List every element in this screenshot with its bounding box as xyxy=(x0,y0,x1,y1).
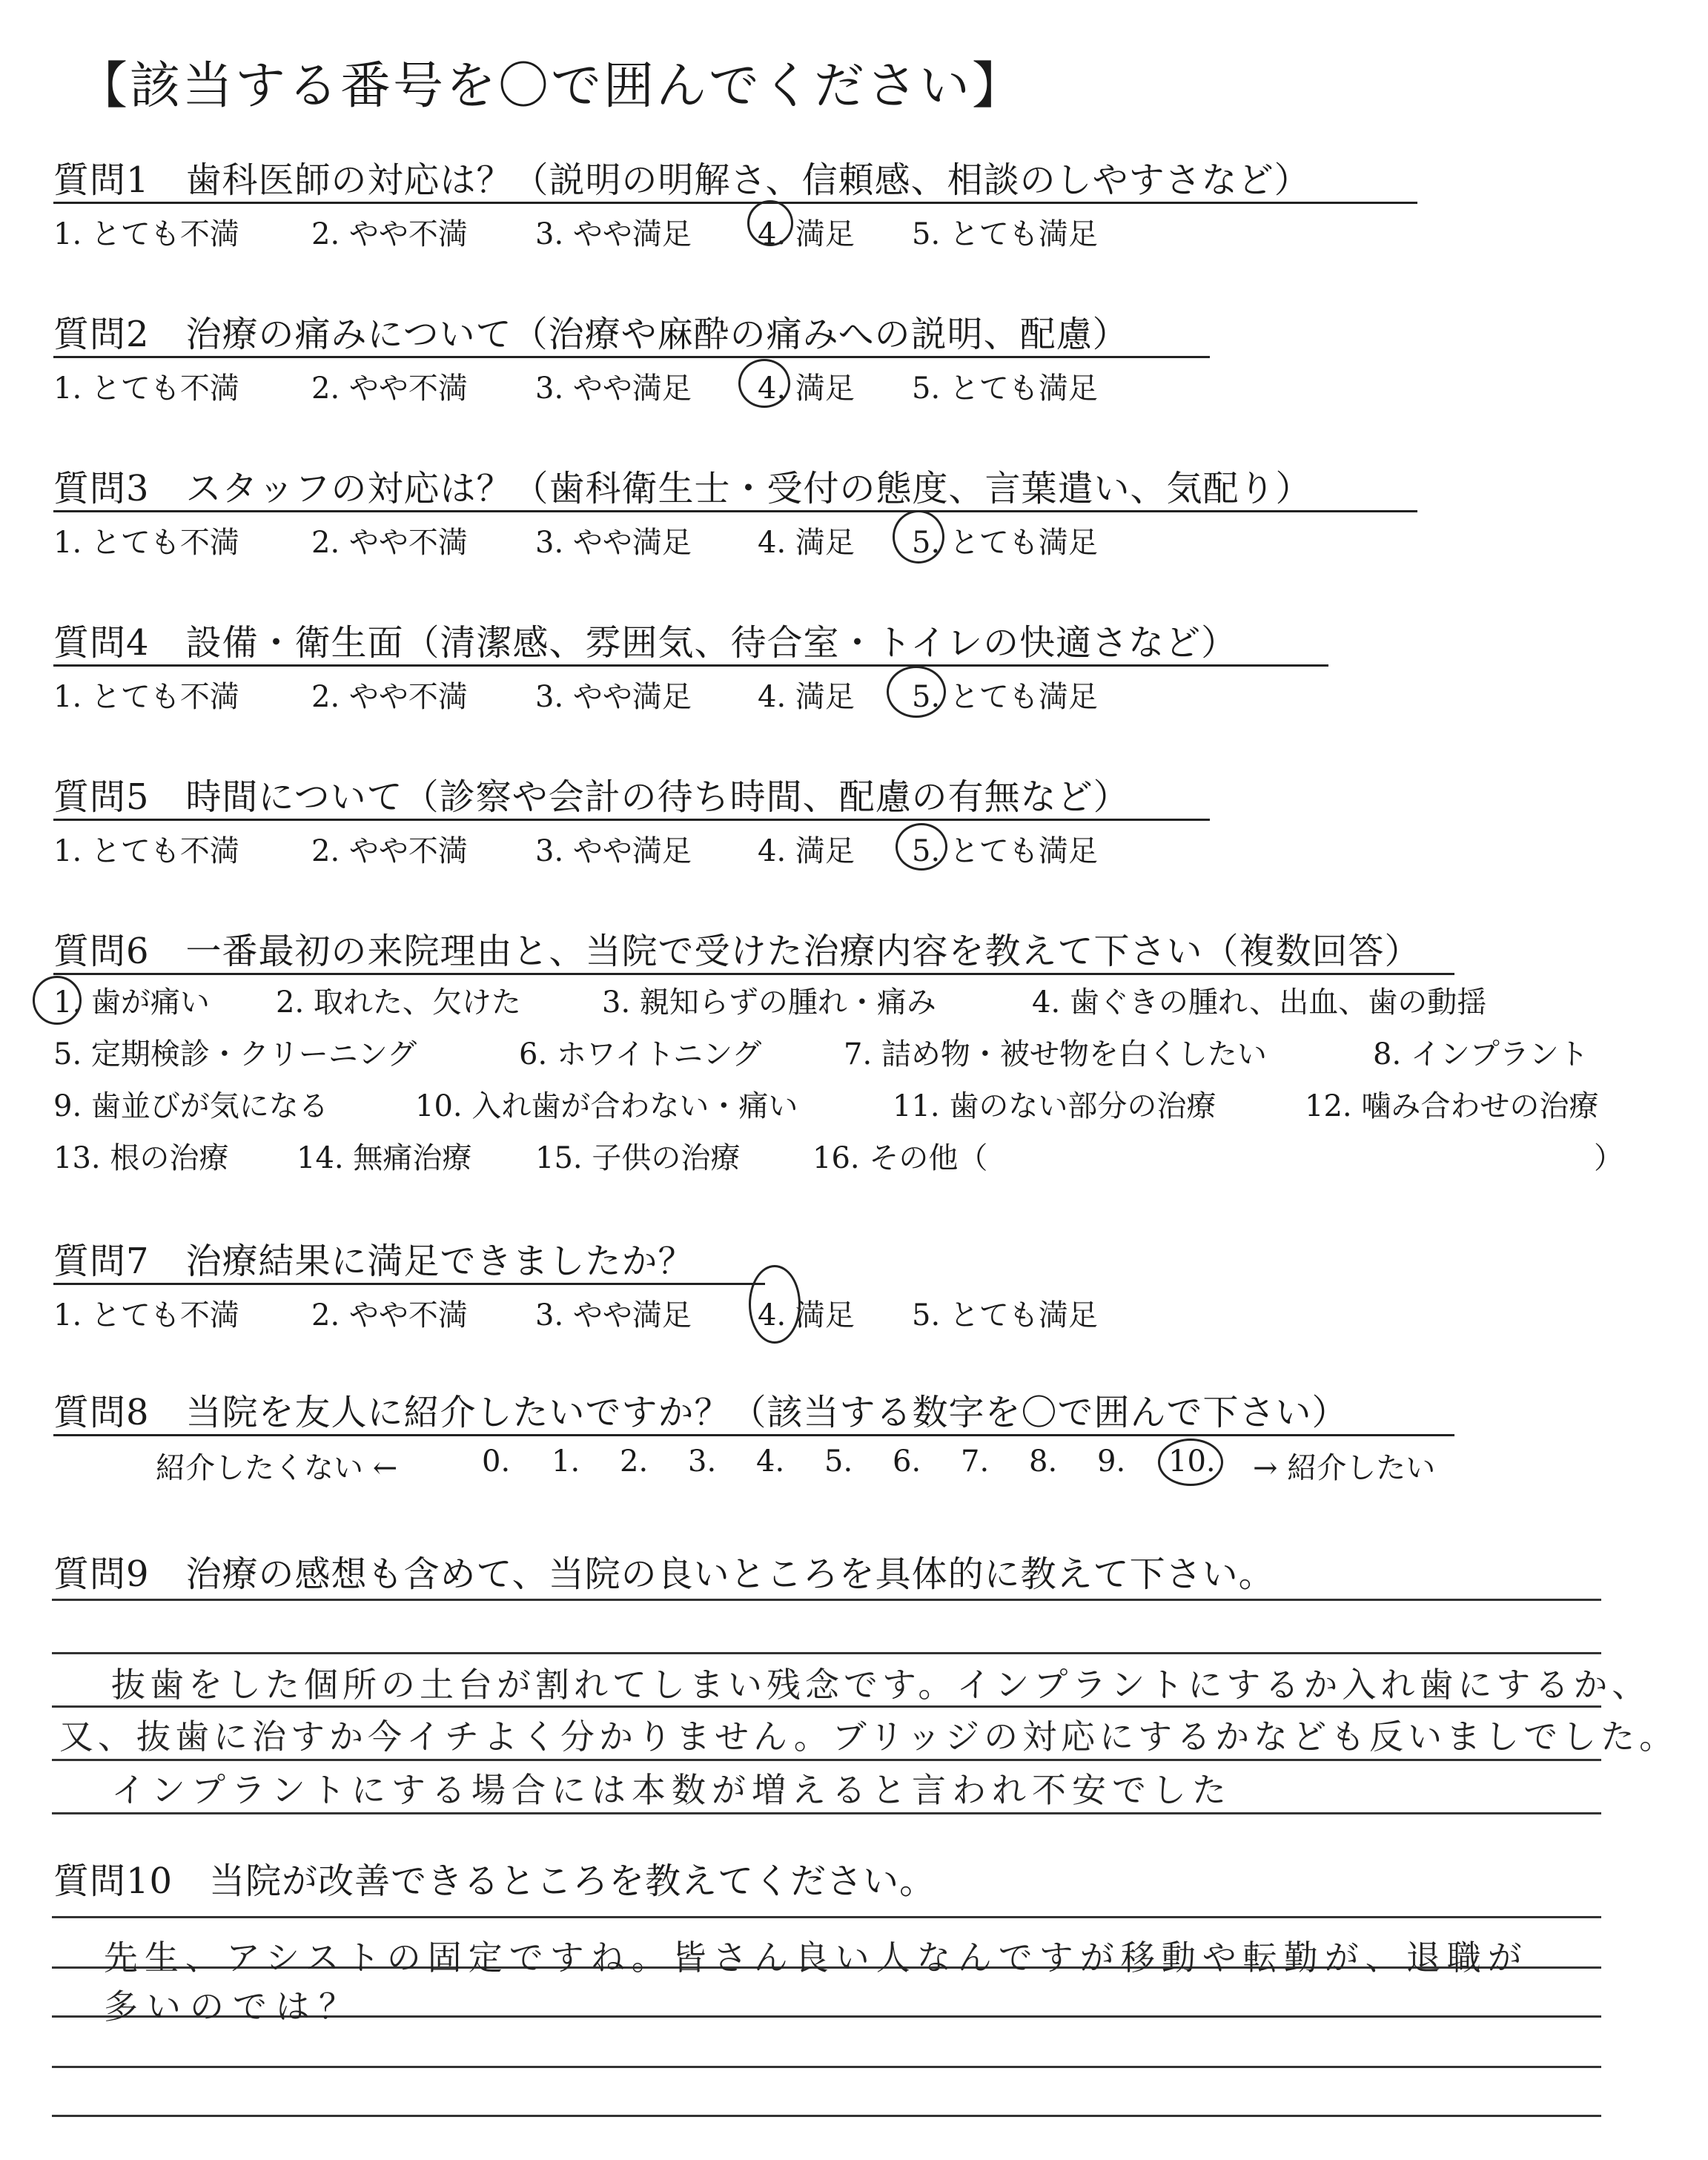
q1-underline xyxy=(53,202,1417,204)
q8-number-4[interactable]: 4. xyxy=(756,1444,785,1479)
q3-title: 質問3 スタッフの対応は？（歯科衛生士・受付の態度、言葉遣い、気配り） xyxy=(53,468,1312,509)
q6-option-3[interactable]: 3. 親知らずの腫れ・痛み xyxy=(602,985,936,1020)
q6-option-12[interactable]: 12. 噛み合わせの治療 xyxy=(1305,1089,1599,1123)
q6-option-5[interactable]: 5. 定期検診・クリーニング xyxy=(53,1037,417,1071)
q6-option-16[interactable]: 16. その他（ xyxy=(812,1141,988,1175)
q7-option-1[interactable]: 1. とても不満 xyxy=(53,1298,239,1332)
q3-option-5[interactable]: 5. とても満足 xyxy=(912,526,1098,560)
q2-option-2[interactable]: 2. やや不満 xyxy=(311,371,468,406)
q8-number-7[interactable]: 7. xyxy=(961,1444,990,1479)
q4-option-3[interactable]: 3. やや満足 xyxy=(535,680,692,714)
q9-writing-line xyxy=(52,1759,1601,1761)
q2-option-1[interactable]: 1. とても不満 xyxy=(53,371,239,406)
q6-option-10[interactable]: 10. 入れ歯が合わない・痛い xyxy=(415,1089,798,1123)
q7-option-3[interactable]: 3. やや満足 xyxy=(535,1298,692,1332)
q6-title: 質問6 一番最初の来院理由と、当院で受けた治療内容を教えて下さい（複数回答） xyxy=(53,931,1421,972)
q5-selection-circle xyxy=(896,823,947,871)
q8-number-3[interactable]: 3. xyxy=(688,1444,717,1479)
q8-left-label: 紹介したくない ← xyxy=(156,1451,398,1485)
q5-option-1[interactable]: 1. とても不満 xyxy=(53,834,239,868)
q9-writing-line xyxy=(52,1652,1601,1654)
q1-option-2[interactable]: 2. やや不満 xyxy=(311,217,468,251)
q2-option-5[interactable]: 5. とても満足 xyxy=(912,371,1098,406)
q1-option-4[interactable]: 4. 満足 xyxy=(758,217,855,251)
q4-selection-circle xyxy=(887,666,946,718)
q8-number-10[interactable]: 10. xyxy=(1168,1444,1216,1479)
q2-selection-circle xyxy=(738,359,790,408)
q8-number-0[interactable]: 0. xyxy=(482,1444,511,1479)
q4-title: 質問4 設備・衛生面（清潔感、雰囲気、待合室・トイレの快適さなど） xyxy=(53,622,1238,664)
q9-answer-line-1: 抜歯をした個所の土台が割れてしまい残念です。インプラントにするか入れ歯にするか、 xyxy=(111,1665,1651,1705)
q6-option-6[interactable]: 6. ホワイトニング xyxy=(519,1037,762,1071)
q3-option-3[interactable]: 3. やや満足 xyxy=(535,526,692,560)
q5-option-5[interactable]: 5. とても満足 xyxy=(912,834,1098,868)
q9-writing-line xyxy=(52,1812,1601,1814)
q6-option-4[interactable]: 4. 歯ぐきの腫れ、出血、歯の動揺 xyxy=(1032,985,1487,1020)
q8-selection-circle xyxy=(1158,1439,1223,1486)
q4-option-4[interactable]: 4. 満足 xyxy=(758,680,855,714)
q9-answer-line-2: 又、抜歯に治すか今イチよく分かりません。ブリッジの対応にするかなども反いましでした。 xyxy=(59,1717,1678,1757)
q6-underline xyxy=(53,973,1454,975)
q3-option-1[interactable]: 1. とても不満 xyxy=(53,526,239,560)
q10-writing-line xyxy=(52,1916,1601,1918)
q1-option-5[interactable]: 5. とても満足 xyxy=(912,217,1098,251)
q10-writing-line xyxy=(52,2066,1601,2068)
q6-option-1[interactable]: 1. 歯が痛い xyxy=(53,985,210,1020)
q1-option-3[interactable]: 3. やや満足 xyxy=(535,217,692,251)
q9-writing-line xyxy=(52,1599,1601,1601)
q8-number-6[interactable]: 6. xyxy=(893,1444,921,1479)
q8-number-5[interactable]: 5. xyxy=(824,1444,853,1479)
q6-other-close-paren: ） xyxy=(1594,1141,1623,1175)
q10-answer-line-1: 先生、アシストの固定ですね。皆さん良い人なんですが移動や転勤が、退職が xyxy=(104,1938,1529,1978)
q3-underline xyxy=(53,510,1417,512)
q9-title: 質問9 治療の感想も含めて、当院の良いところを具体的に教えて下さい。 xyxy=(53,1553,1275,1595)
q1-selection-circle xyxy=(747,200,793,246)
q8-number-8[interactable]: 8. xyxy=(1029,1444,1058,1479)
q8-underline xyxy=(53,1434,1454,1436)
q5-underline xyxy=(53,819,1210,821)
q8-number-1[interactable]: 1. xyxy=(552,1444,580,1479)
q4-option-1[interactable]: 1. とても不満 xyxy=(53,680,239,714)
q7-option-2[interactable]: 2. やや不満 xyxy=(311,1298,468,1332)
q2-option-3[interactable]: 3. やや満足 xyxy=(535,371,692,406)
q10-title: 質問10 当院が改善できるところを教えてください。 xyxy=(53,1860,936,1902)
q6-option-8[interactable]: 8. インプラント xyxy=(1373,1037,1589,1071)
q6-option-9[interactable]: 9. 歯並びが気になる xyxy=(53,1089,328,1123)
q6-option-7[interactable]: 7. 詰め物・被せ物を白くしたい xyxy=(844,1037,1267,1071)
q8-number-9[interactable]: 9. xyxy=(1097,1444,1126,1479)
q6-option-11[interactable]: 11. 歯のない部分の治療 xyxy=(893,1089,1217,1123)
q8-right-label: → 紹介したい xyxy=(1253,1451,1436,1485)
q7-option-4[interactable]: 4. 満足 xyxy=(758,1298,855,1332)
q10-answer-line-2: 多いのでは？ xyxy=(104,1986,362,2027)
q2-underline xyxy=(53,356,1210,358)
q6-option-15[interactable]: 15. 子供の治療 xyxy=(535,1141,741,1175)
q8-title: 質問8 当院を友人に紹介したいですか？（該当する数字を〇で囲んで下さい） xyxy=(53,1392,1348,1433)
q1-title: 質問1 歯科医師の対応は？（説明の明解さ、信頼感、相談のしやすさなど） xyxy=(53,159,1311,201)
q8-number-2[interactable]: 2. xyxy=(620,1444,649,1479)
q5-option-2[interactable]: 2. やや不満 xyxy=(311,834,468,868)
q6-selection-circle xyxy=(33,976,82,1025)
q10-writing-line xyxy=(52,2115,1601,2117)
q6-option-14[interactable]: 14. 無痛治療 xyxy=(297,1141,472,1175)
q7-option-5[interactable]: 5. とても満足 xyxy=(912,1298,1098,1332)
q3-selection-circle xyxy=(893,510,944,564)
q3-option-4[interactable]: 4. 満足 xyxy=(758,526,855,560)
q2-title: 質問2 治療の痛みについて（治療や麻酔の痛みへの説明、配慮） xyxy=(53,314,1129,355)
q5-option-3[interactable]: 3. やや満足 xyxy=(535,834,692,868)
q5-option-4[interactable]: 4. 満足 xyxy=(758,834,855,868)
q9-answer-line-3: インプラントにする場合には本数が増えると言われ不安でした xyxy=(111,1770,1232,1810)
q4-option-2[interactable]: 2. やや不満 xyxy=(311,680,468,714)
q7-title: 質問7 治療結果に満足できましたか？ xyxy=(53,1241,695,1282)
q6-option-13[interactable]: 13. 根の治療 xyxy=(53,1141,229,1175)
page-title: 【該当する番号を〇で囲んでください】 xyxy=(77,57,1025,116)
q2-option-4[interactable]: 4. 満足 xyxy=(758,371,855,406)
q6-option-2[interactable]: 2. 取れた、欠けた xyxy=(276,985,521,1020)
q7-underline xyxy=(53,1283,765,1285)
q5-title: 質問5 時間について（診察や会計の待ち時間、配慮の有無など） xyxy=(53,776,1130,818)
q1-option-1[interactable]: 1. とても不満 xyxy=(53,217,239,251)
q7-selection-circle xyxy=(749,1265,801,1344)
q4-option-5[interactable]: 5. とても満足 xyxy=(912,680,1098,714)
q3-option-2[interactable]: 2. やや不満 xyxy=(311,526,468,560)
q4-underline xyxy=(53,664,1328,667)
